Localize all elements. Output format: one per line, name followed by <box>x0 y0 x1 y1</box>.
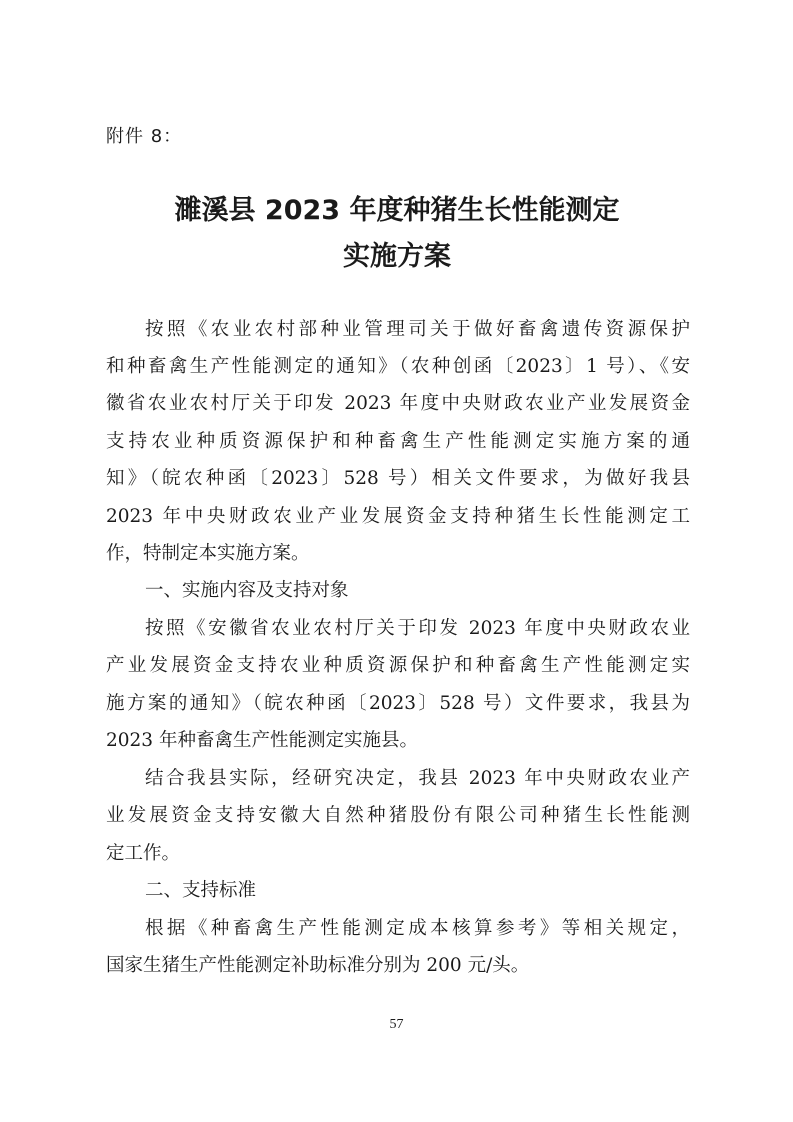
intro-line-3: 徽省农业农村厅关于印发 2023 年度中央财政农业产业发展资金 <box>106 393 690 414</box>
intro-line-5: 知》（皖农种函〔2023〕528 号）相关文件要求，为做好我县 <box>106 468 690 489</box>
section-1-p2-line-3: 定工作。 <box>106 843 181 864</box>
section-1-p2-line-2: 业发展资金支持安徽大自然种猪股份有限公司种猪生长性能测 <box>106 805 690 826</box>
page-number: 57 <box>389 1017 404 1032</box>
section-2-heading: 二、支持标准 <box>145 880 257 901</box>
intro-line-7: 作，特制定本实施方案。 <box>106 543 310 564</box>
intro-line-1: 按照《农业农村部种业管理司关于做好畜禽遗传资源保护 <box>145 319 690 340</box>
section-2-p1-line-2: 国家生猪生产性能测定补助标准分别为 200 元/头。 <box>106 955 530 976</box>
section-1-p1-line-3: 施方案的通知》（皖农种函〔2023〕528 号）文件要求，我县为 <box>106 693 690 714</box>
document-title <box>106 188 688 280</box>
title-line-1: 濉溪县 2023 年度种猪生长性能测定 <box>174 195 620 226</box>
intro-line-2: 和种畜禽生产性能测定的通知》（农种创函〔2023〕1 号）、《安 <box>106 356 690 377</box>
intro-line-6: 2023 年中央财政农业产业发展资金支持种猪生长性能测定工 <box>106 506 690 527</box>
section-1-heading: 一、实施内容及支持对象 <box>145 580 349 601</box>
intro-line-4: 支持农业种质资源保护和种畜禽生产性能测定实施方案的通 <box>106 431 690 452</box>
section-1-p1-line-1: 按照《安徽省农业农村厅关于印发 2023 年度中央财政农业 <box>145 618 690 639</box>
attachment-label: 附件 8： <box>106 126 183 147</box>
section-1-p1-line-2: 产业发展资金支持农业种质资源保护和种畜禽生产性能测定实 <box>106 655 690 676</box>
title-line-2: 实施方案 <box>343 241 451 272</box>
section-1-p1-line-4: 2023 年种畜禽生产性能测定实施县。 <box>106 730 418 751</box>
section-2-p1-line-1: 根据《种畜禽生产性能测定成本核算参考》等相关规定， <box>145 918 690 939</box>
section-1-p2-line-1: 结合我县实际，经研究决定，我县 2023 年中央财政农业产 <box>145 768 690 789</box>
